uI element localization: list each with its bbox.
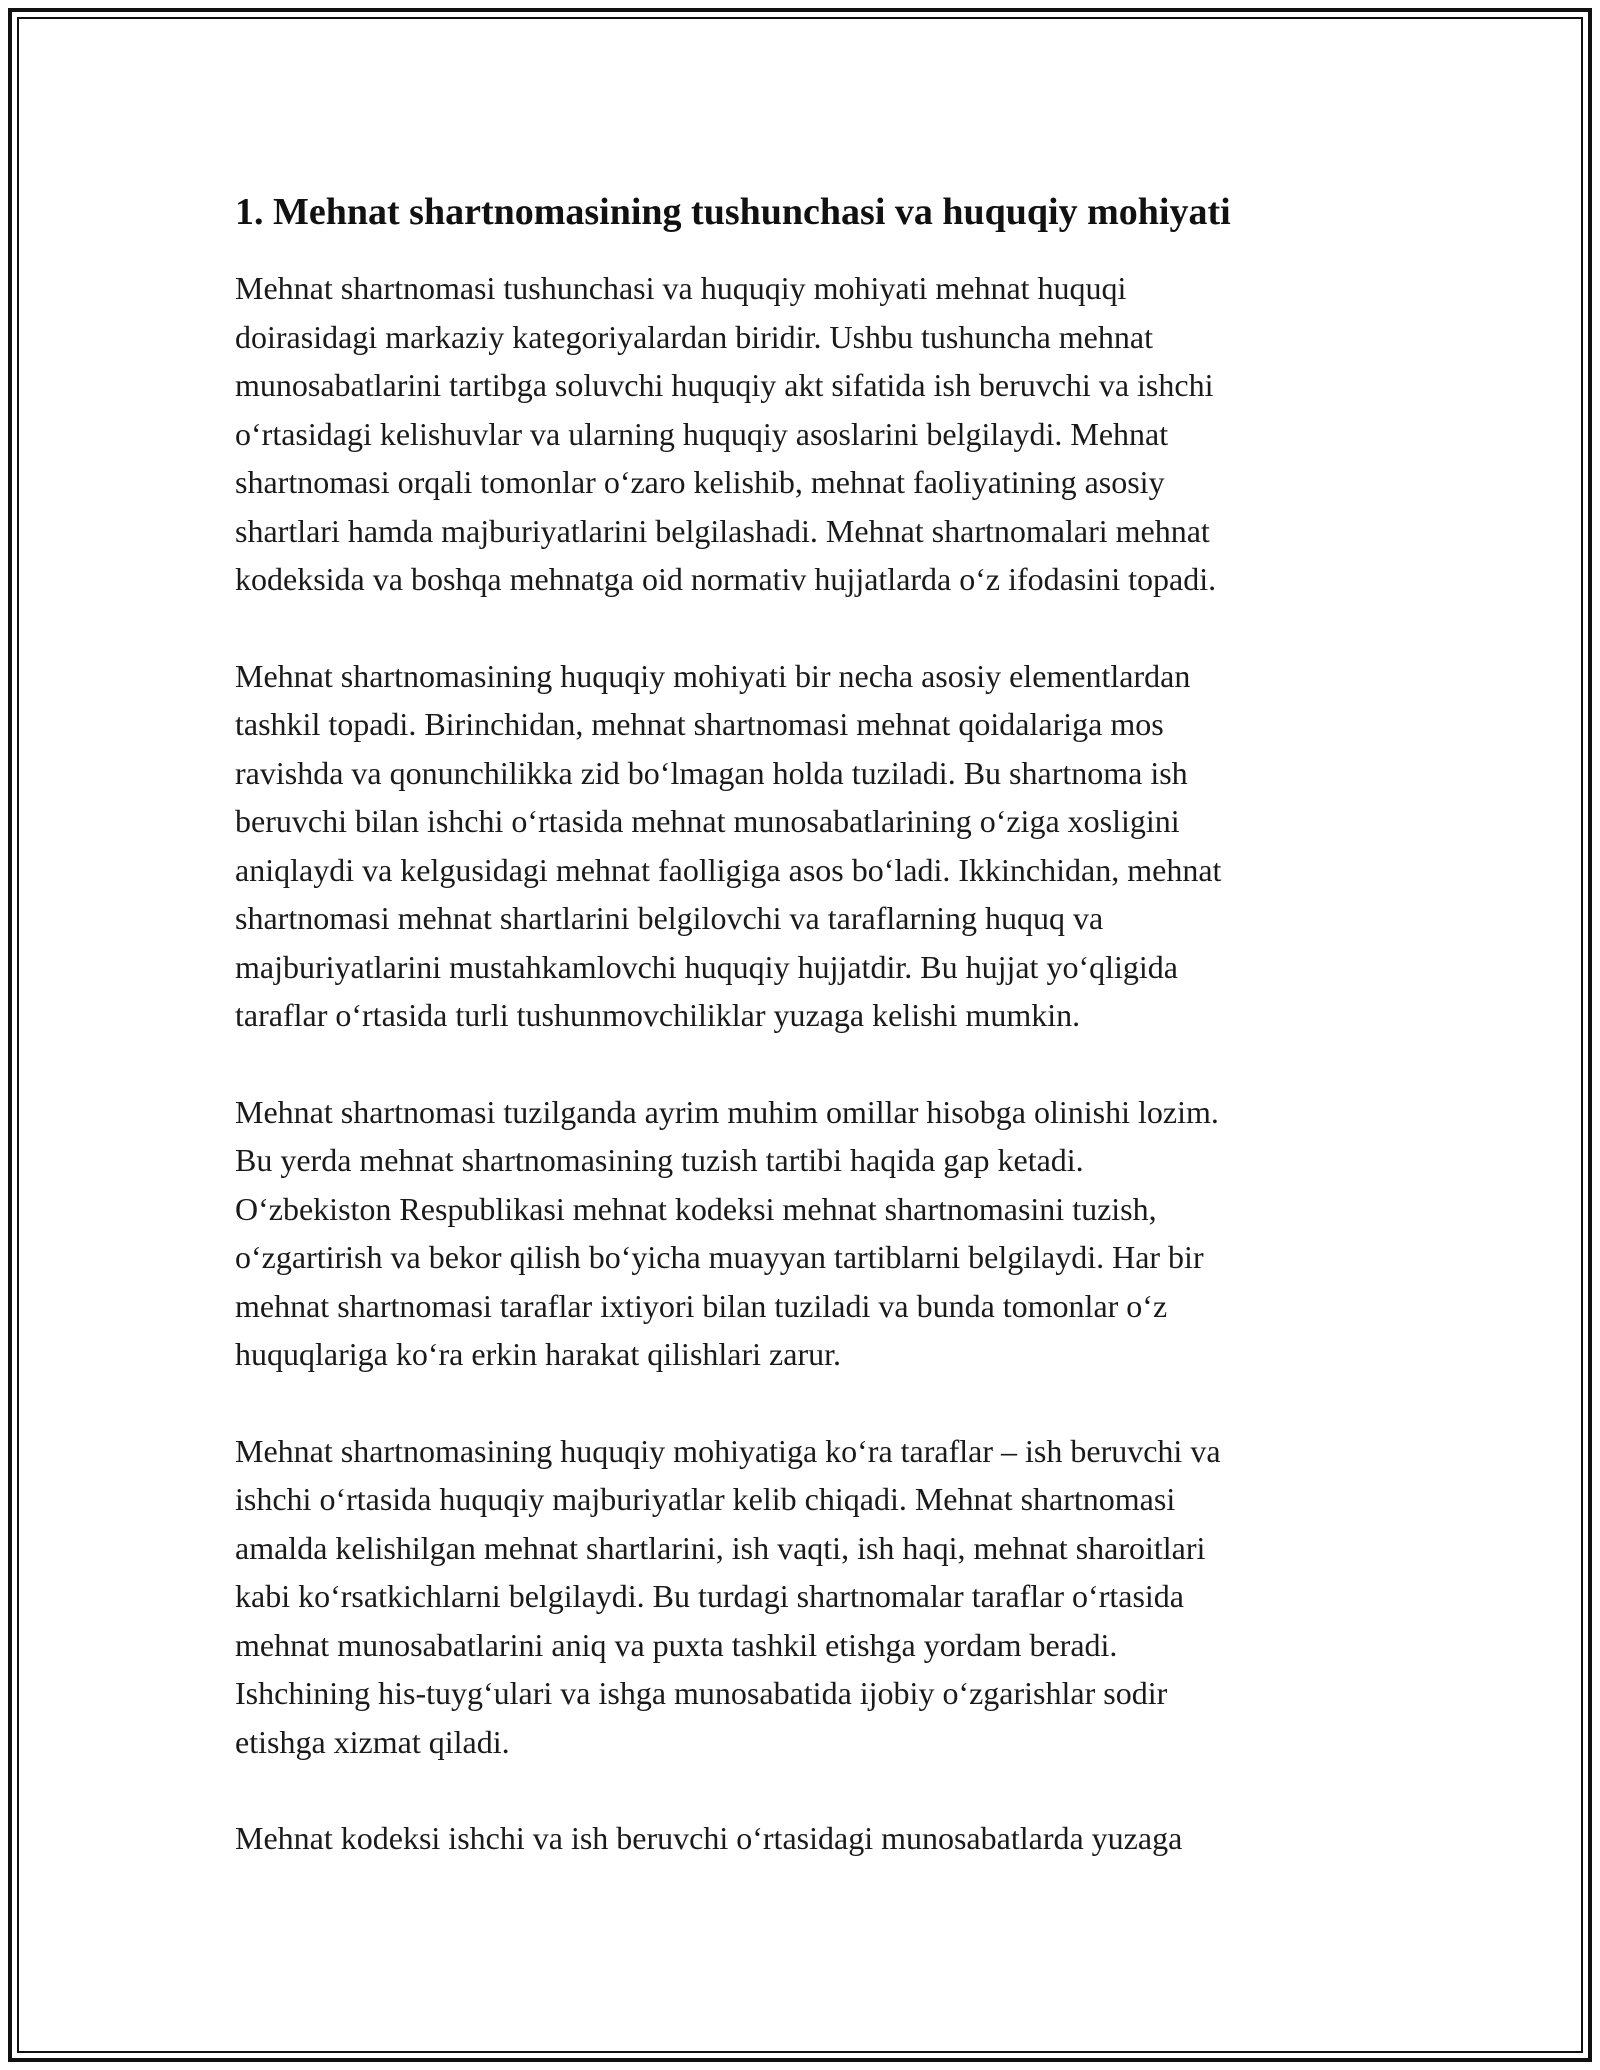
text-line: Ishchining his-tuyg‘ulari va ishga munosabatida ijobiy o‘zgarishlar sodir [235, 1675, 1168, 1711]
text-line: taraflar o‘rtasida turli tushunmovchiliklar yuzaga kelishi mumkin. [235, 997, 1081, 1033]
text-line: doirasidagi markaziy kategoriyalardan biridir. Ushbu tushuncha mehnat [235, 318, 1153, 355]
text-line: huquqlariga ko‘ra erkin harakat qilishlari zarur. [235, 1336, 841, 1372]
text-line: munosabatlarini tartibga soluvchi huquqiy akt sifatida ish beruvchi va ishchi [235, 367, 1214, 403]
text-line: kodeksida va boshqa mehnatga oid normativ hujjatlarda o‘z ifodasini topadi. [235, 561, 1217, 597]
text-line: Bu yerda mehnat shartnomasining tuzish tartibi haqida gap ketadi. [235, 1142, 1084, 1178]
text-line: mehnat shartnomasi taraflar ixtiyori bilan tuziladi va bunda tomonlar o‘z [235, 1287, 1168, 1324]
text-line: Mehnat shartnomasi tushunchasi va huquqiy mohiyati mehnat huquqi [235, 270, 1127, 306]
document-body [235, 184, 1375, 1911]
text-line: shartnomasi mehnat shartlarini belgilovchi va taraflarning huquq va [235, 900, 1104, 936]
text-line: Mehnat kodeksi ishchi va ish beruvchi o‘rtasidagi munosabatlarda yuzaga [235, 1820, 1183, 1856]
text-line: ravishda va qonunchilikka zid bo‘lmagan holda tuziladi. Bu shartnoma ish [235, 754, 1188, 791]
text-line: amalda kelishilgan mehnat shartlarini, ish vaqti, ish haqi, mehnat sharoitlari [235, 1529, 1206, 1566]
text-line: Mehnat shartnomasining huquqiy mohiyati bir necha asosiy elementlardan [235, 657, 1191, 694]
text-line: Mehnat shartnomasining huquqiy mohiyatiga ko‘ra taraflar – ish beruvchi va [235, 1432, 1221, 1469]
text-line: o‘rtasidagi kelishuvlar va ularning huquqiy asoslarini belgilaydi. Mehnat [235, 415, 1169, 452]
paragraph-4 [235, 1427, 1375, 1767]
text-line: beruvchi bilan ishchi o‘rtasida mehnat munosabatlarining o‘ziga xosligini [235, 803, 1180, 839]
paragraph-1 [235, 264, 1375, 604]
paragraph-2 [235, 652, 1375, 1040]
text-line: o‘zgartirish va bekor qilish bo‘yicha muayyan tartiblarni belgilaydi. Har bir [235, 1239, 1204, 1275]
text-line: kabi ko‘rsatkichlarni belgilaydi. Bu turdagi shartnomalar taraflar o‘rtasida [235, 1578, 1184, 1614]
text-line: O‘zbekiston Respublikasi mehnat kodeksi mehnat shartnomasini tuzish, [235, 1190, 1157, 1227]
paragraph-3 [235, 1088, 1375, 1379]
text-line: shartnomasi orqali tomonlar o‘zaro kelishib, mehnat faoliyatining asosiy [235, 464, 1165, 500]
text-line: tashkil topadi. Birinchidan, mehnat shartnomasi mehnat qoidalariga mos [235, 706, 1164, 742]
text-line: ishchi o‘rtasida huquqiy majburiyatlar kelib chiqadi. Mehnat shartnomasi [235, 1481, 1176, 1517]
text-line: aniqlaydi va kelgusidagi mehnat faolligiga asos bo‘ladi. Ikkinchidan, mehnat [235, 851, 1222, 888]
text-line: Mehnat shartnomasi tuzilganda ayrim muhim omillar hisobga olinishi lozim. [235, 1093, 1219, 1130]
text-line: etishga xizmat qiladi. [235, 1723, 510, 1760]
text-line: mehnat munosabatlarini aniq va puxta tashkil etishga yordam beradi. [235, 1626, 1118, 1663]
text-line: shartlari hamda majburiyatlarini belgilashadi. Mehnat shartnomalari mehnat [235, 512, 1210, 549]
section-heading: 1. Mehnat shartnomasining tushunchasi va huquqiy mohiyati [235, 191, 1231, 233]
text-line: majburiyatlarini mustahkamlovchi huquqiy hujjatdir. Bu hujjat yo‘qligida [235, 948, 1178, 985]
paragraph-5 [235, 1814, 1375, 1863]
